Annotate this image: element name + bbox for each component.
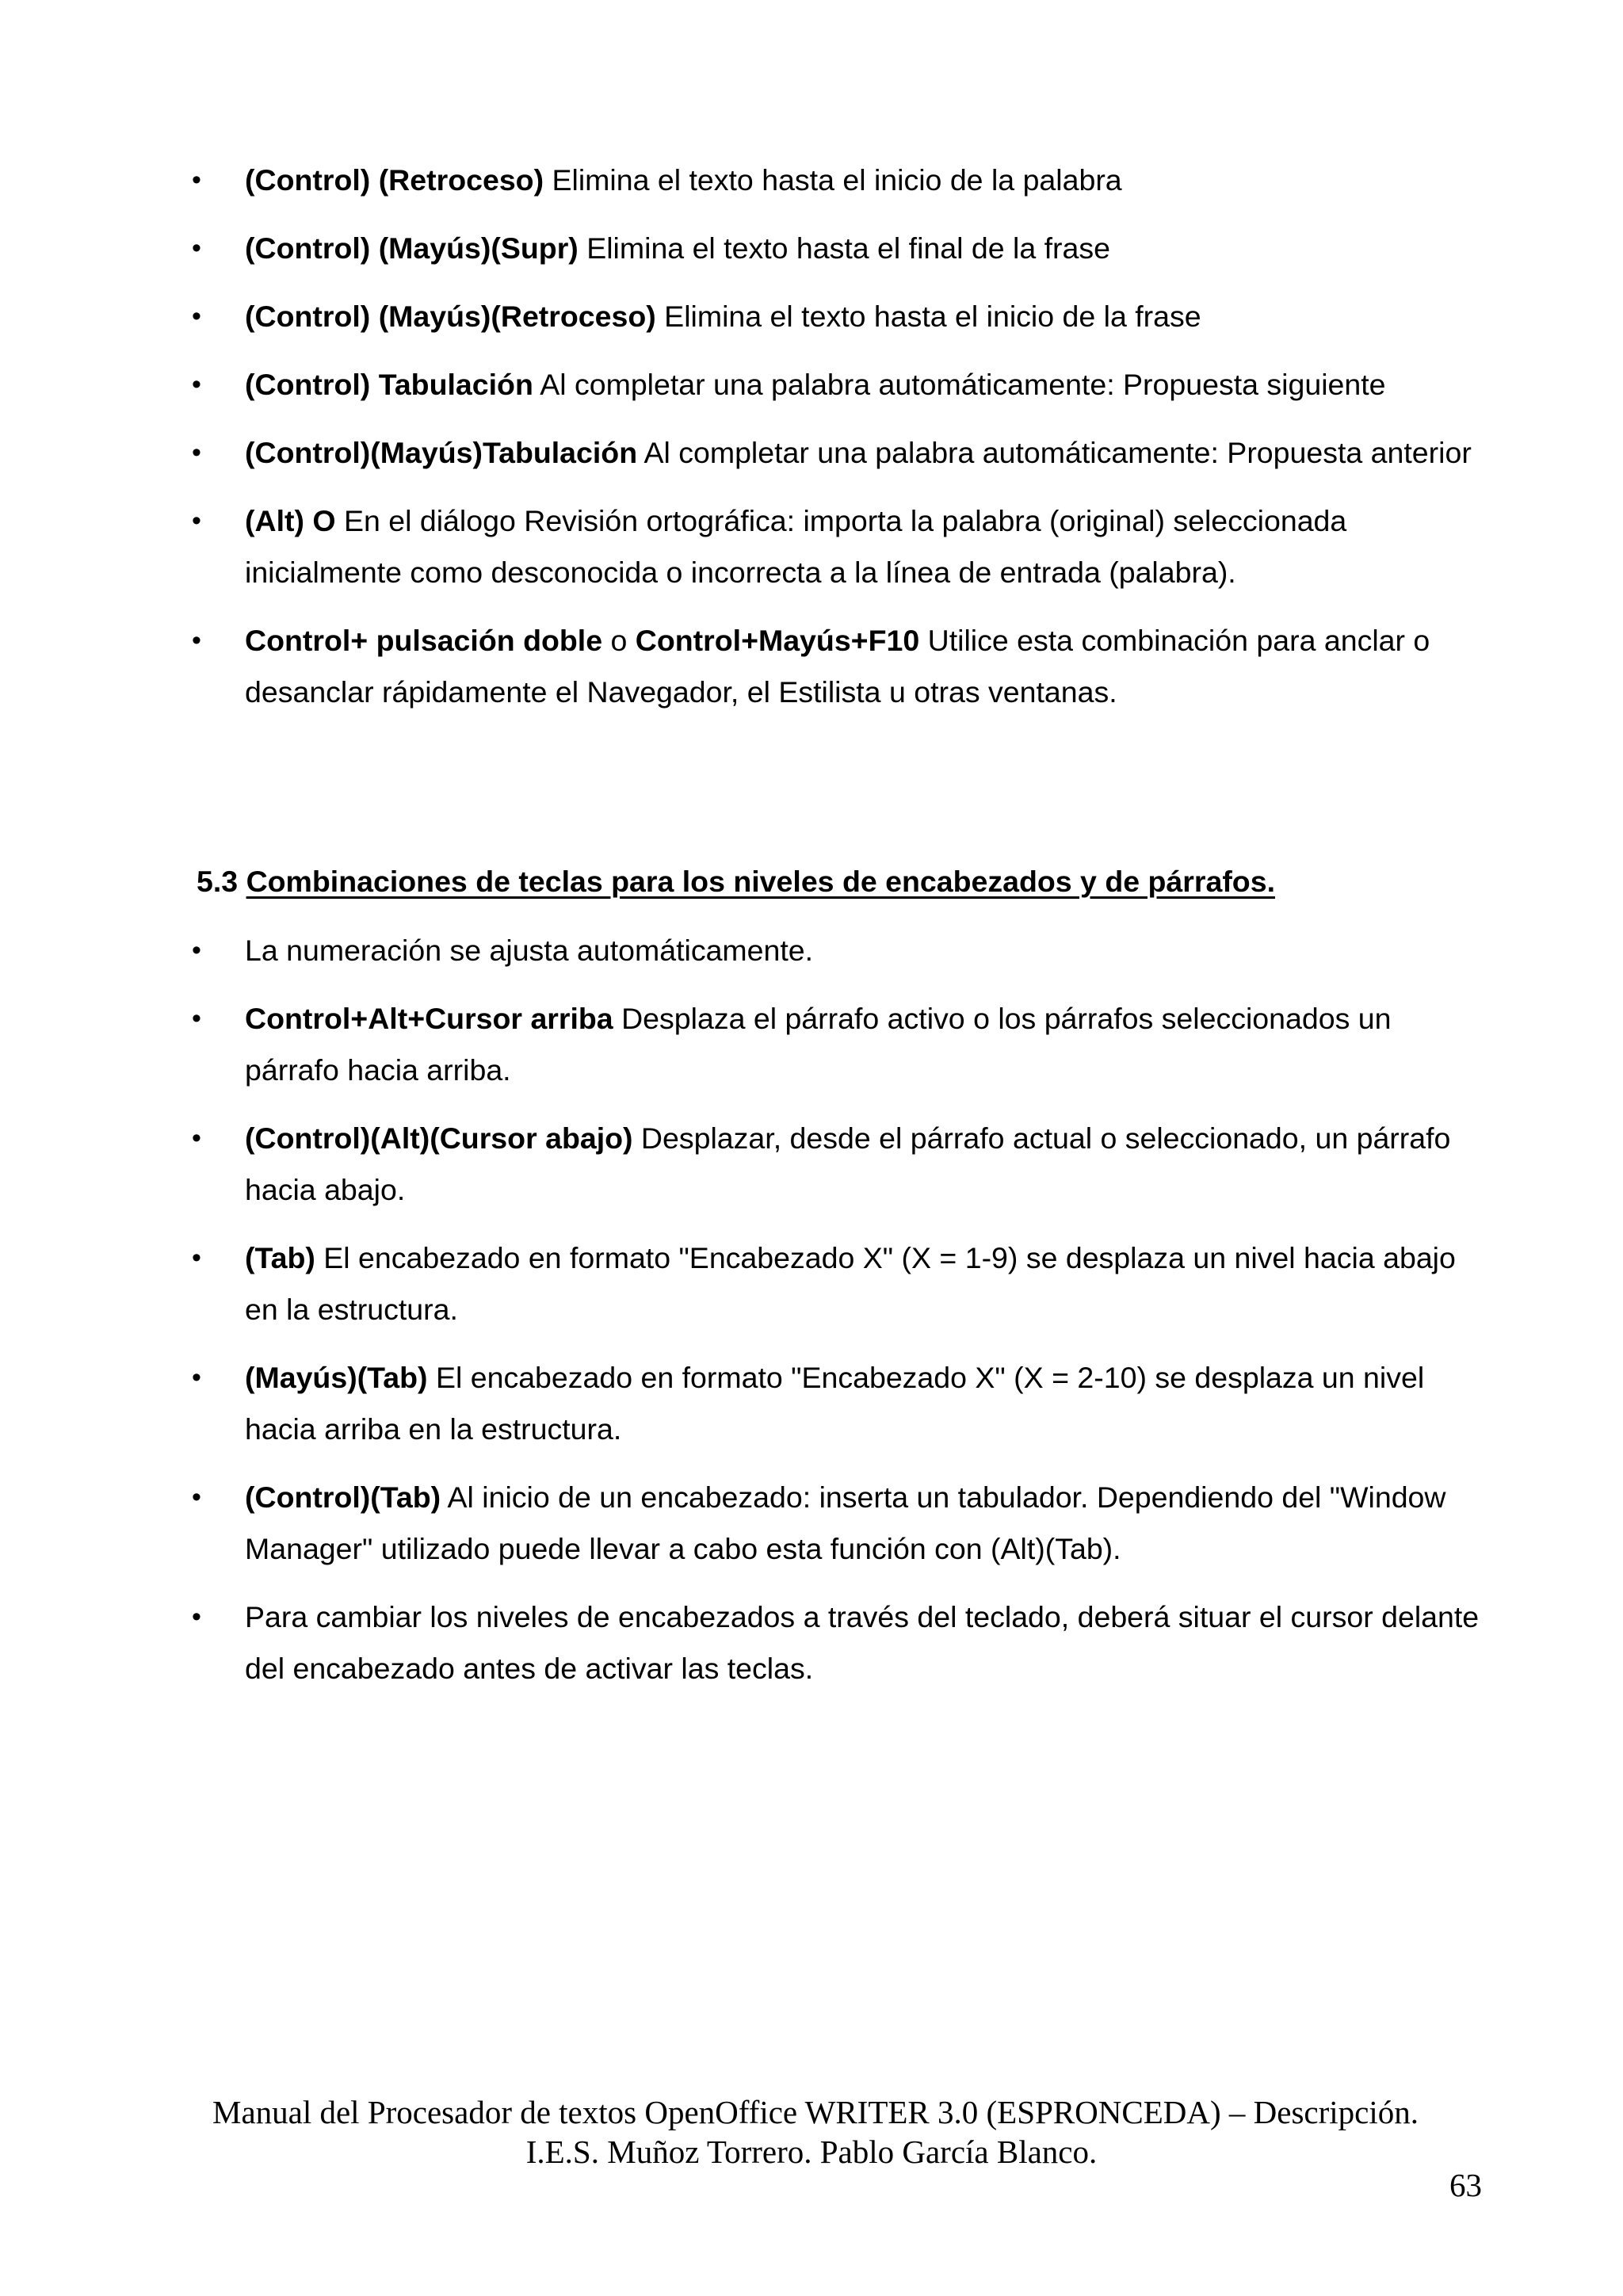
shortcut-description: Desplazar, desde el párrafo actual o seleccionado, un párrafo hacia abajo.	[245, 1121, 1451, 1206]
shortcut-keys: (Control) (Mayús)(Retroceso)	[245, 300, 656, 333]
shortcut-description: Elimina el texto hasta el inicio de la palabra	[544, 163, 1122, 197]
footer-author: I.E.S. Muñoz Torrero. Pablo García Blanco.	[525, 2134, 1098, 2170]
bullet-icon: •	[192, 1362, 201, 1392]
section-title: Combinaciones de teclas para los niveles de encabezados y de párrafos.	[246, 865, 1275, 898]
page-number: 63	[1449, 2167, 1482, 2203]
shortcut-keys: (Mayús)(Tab)	[245, 1361, 428, 1394]
shortcut-keys: Control+Alt+Cursor arriba	[245, 1002, 613, 1035]
bullet-icon: •	[192, 935, 201, 965]
section-heading	[197, 856, 1275, 907]
shortcut-description: Utilice esta combinación para anclar o desanclar rápidamente el Navegador, el Estilista u otras ventanas.	[245, 624, 1430, 709]
bullet-icon: •	[192, 437, 201, 468]
shortcut-keys: (Control)(Alt)(Cursor abajo)	[245, 1121, 633, 1155]
shortcut-description: En el diálogo Revisión ortográfica: importa la palabra (original) seleccionada inicialmente como desconocida o incorrecta a la línea de entrada (palabra).	[245, 504, 1347, 589]
bullet-icon: •	[192, 1602, 201, 1632]
section-number: 5.3	[197, 865, 246, 898]
bullet-icon: •	[192, 233, 201, 263]
shortcut-list-bottom	[0, 925, 1623, 1711]
shortcut-keys: (Control) Tabulación	[245, 368, 533, 401]
footer-title: Manual del Procesador de textos OpenOffice WRITER 3.0 (ESPRONCEDA) – Descripción.	[212, 2094, 1419, 2130]
bullet-icon: •	[192, 301, 201, 331]
shortcut-keys: (Control)(Tab)	[245, 1480, 441, 1514]
page-footer	[0, 2092, 1623, 2172]
list-item	[0, 925, 1481, 976]
bullet-icon: •	[192, 1243, 201, 1273]
shortcut-description: Elimina el texto hasta el final de la frase	[578, 231, 1110, 265]
shortcut-keys: (Control) (Mayús)(Supr)	[245, 231, 579, 265]
bullet-icon: •	[192, 1003, 201, 1033]
shortcut-keys: (Tab)	[245, 1241, 315, 1274]
bullet-icon: •	[192, 165, 201, 195]
shortcut-description: Al inicio de un encabezado: inserta un tabulador. Dependiendo del "Window Manager" utilizado puede llevar a cabo esta función con (Alt)(Tab).	[245, 1480, 1446, 1565]
shortcut-description: El encabezado en formato "Encabezado X" (X = 1-9) se desplaza un nivel hacia abajo en la estructura.	[245, 1241, 1456, 1326]
shortcut-description: Para cambiar los niveles de encabezados a través del teclado, deberá situar el cursor delante del encabezado antes de activar las teclas.	[245, 1600, 1480, 1685]
list-item	[0, 1113, 1481, 1216]
bullet-icon: •	[192, 625, 201, 655]
shortcut-description: Desplaza el párrafo activo o los párrafos seleccionados un párrafo hacia arriba.	[245, 1002, 1392, 1087]
list-item	[0, 155, 1481, 206]
shortcut-description: Elimina el texto hasta el inicio de la frase	[655, 300, 1201, 333]
list-item	[0, 1232, 1481, 1335]
bullet-icon: •	[192, 506, 201, 536]
bullet-icon: •	[192, 1482, 201, 1512]
shortcut-list-top	[0, 155, 1623, 735]
list-item	[0, 1352, 1481, 1455]
shortcut-description: La numeración se ajusta automáticamente.	[245, 934, 814, 967]
list-item	[0, 615, 1481, 718]
list-item	[0, 1472, 1481, 1575]
list-item	[0, 291, 1481, 342]
shortcut-description: Al completar una palabra automáticamente: Propuesta siguiente	[533, 368, 1386, 401]
list-item	[0, 495, 1481, 598]
list-item	[0, 223, 1481, 274]
bullet-icon: •	[192, 369, 201, 399]
list-item	[0, 359, 1481, 411]
shortcut-keys: Control+ pulsación doble	[245, 624, 603, 657]
shortcut-connector: o	[602, 624, 636, 657]
list-item	[0, 427, 1481, 479]
shortcut-keys-alt: Control+Mayús+F10	[635, 624, 920, 657]
shortcut-keys: (Alt) O	[245, 504, 336, 537]
bullet-icon: •	[192, 1123, 201, 1153]
shortcut-keys: (Control) (Retroceso)	[245, 163, 544, 197]
shortcut-description: Al completar una palabra automáticamente: Propuesta anterior	[637, 436, 1472, 469]
shortcut-keys: (Control)(Mayús)Tabulación	[245, 436, 638, 469]
shortcut-description: El encabezado en formato "Encabezado X" (X = 2-10) se desplaza un nivel hacia arriba en la estructura.	[245, 1361, 1425, 1446]
list-item	[0, 993, 1481, 1096]
list-item	[0, 1591, 1481, 1694]
